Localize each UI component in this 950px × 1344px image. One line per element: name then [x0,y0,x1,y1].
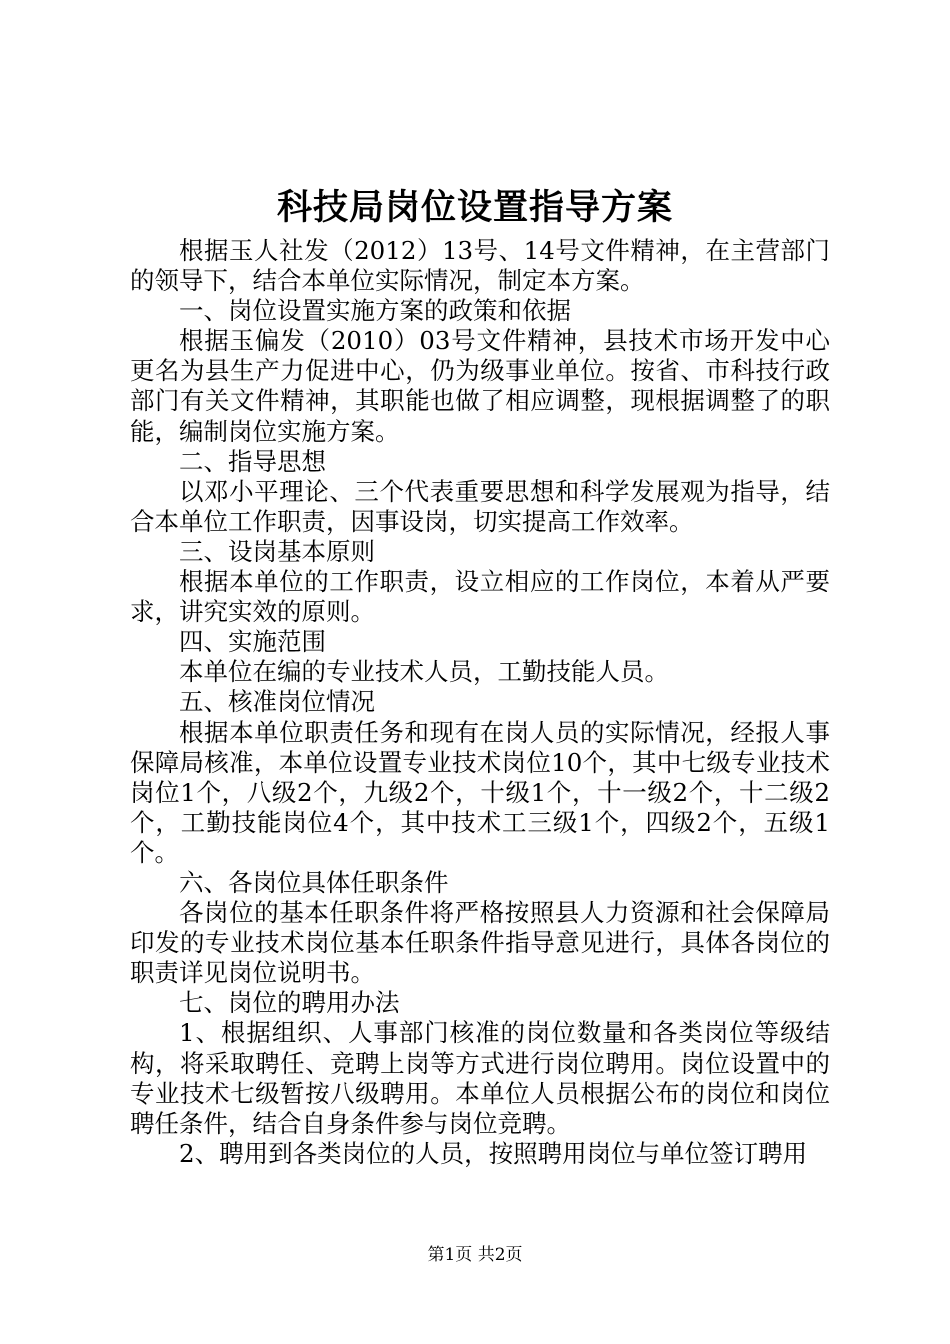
section-paragraph-5: 根据本单位职责任务和现有在岗人员的实际情况，经报人事保障局核准，本单位设置专业技术岗位10个，其中七级专业技术岗位1个，八级2个，九级2个，十级1个，十一级2个，十二级2个，工勤技能岗位4个，其中技术工三级1个，四级2个，五级1个。 [130,717,830,867]
section-heading-4: 四、实施范围 [179,627,326,657]
document-title: 科技局岗位设置指导方案 [276,187,673,228]
section-paragraph-7-item-2: 2、聘用到各类岗位的人员，按照聘用岗位与单位签订聘用 [179,1138,808,1168]
section-paragraph-6: 各岗位的基本任职条件将严格按照县人力资源和社会保障局印发的专业技术岗位基本任职条件指导意见进行，具体各岗位的职责详见岗位说明书。 [130,898,830,988]
section-heading-6: 六、各岗位具体任职条件 [179,867,449,897]
section-paragraph-3: 根据本单位的工作职责，设立相应的工作岗位，本着从严要求，讲究实效的原则。 [130,567,830,627]
intro-paragraph: 根据玉人社发（2012）13号、14号文件精神，在主营部门的领导下，结合本单位实际情况，制定本方案。 [130,236,830,296]
section-heading-3: 三、设岗基本原则 [179,536,375,566]
section-paragraph-2: 以邓小平理论、三个代表重要思想和科学发展观为指导，结合本单位工作职责，因事设岗，切实提高工作效率。 [130,476,830,536]
section-heading-5: 五、核准岗位情况 [179,687,375,717]
page-footer: 第1页 共2页 [427,1245,523,1265]
section-heading-2: 二、指导思想 [179,446,326,476]
section-heading-1: 一、岗位设置实施方案的政策和依据 [179,296,571,326]
section-paragraph-1: 根据玉偏发（2010）03号文件精神，县技术市场开发中心更名为县生产力促进中心，仍为级事业单位。按省、市科技行政部门有关文件精神，其职能也做了相应调整，现根据调整了的职能，编制岗位实施方案。 [130,326,830,446]
section-paragraph-4: 本单位在编的专业技术人员，工勤技能人员。 [179,657,669,687]
document-body [130,236,830,1169]
section-paragraph-7-item-1: 1、根据组织、人事部门核准的岗位数量和各类岗位等级结构，将采取聘任、竞聘上岗等方式进行岗位聘用。岗位设置中的专业技术七级暂按八级聘用。本单位人员根据公布的岗位和岗位聘任条件，结合自身条件参与岗位竞聘。 [130,1018,830,1138]
section-heading-7: 七、岗位的聘用办法 [179,988,400,1018]
